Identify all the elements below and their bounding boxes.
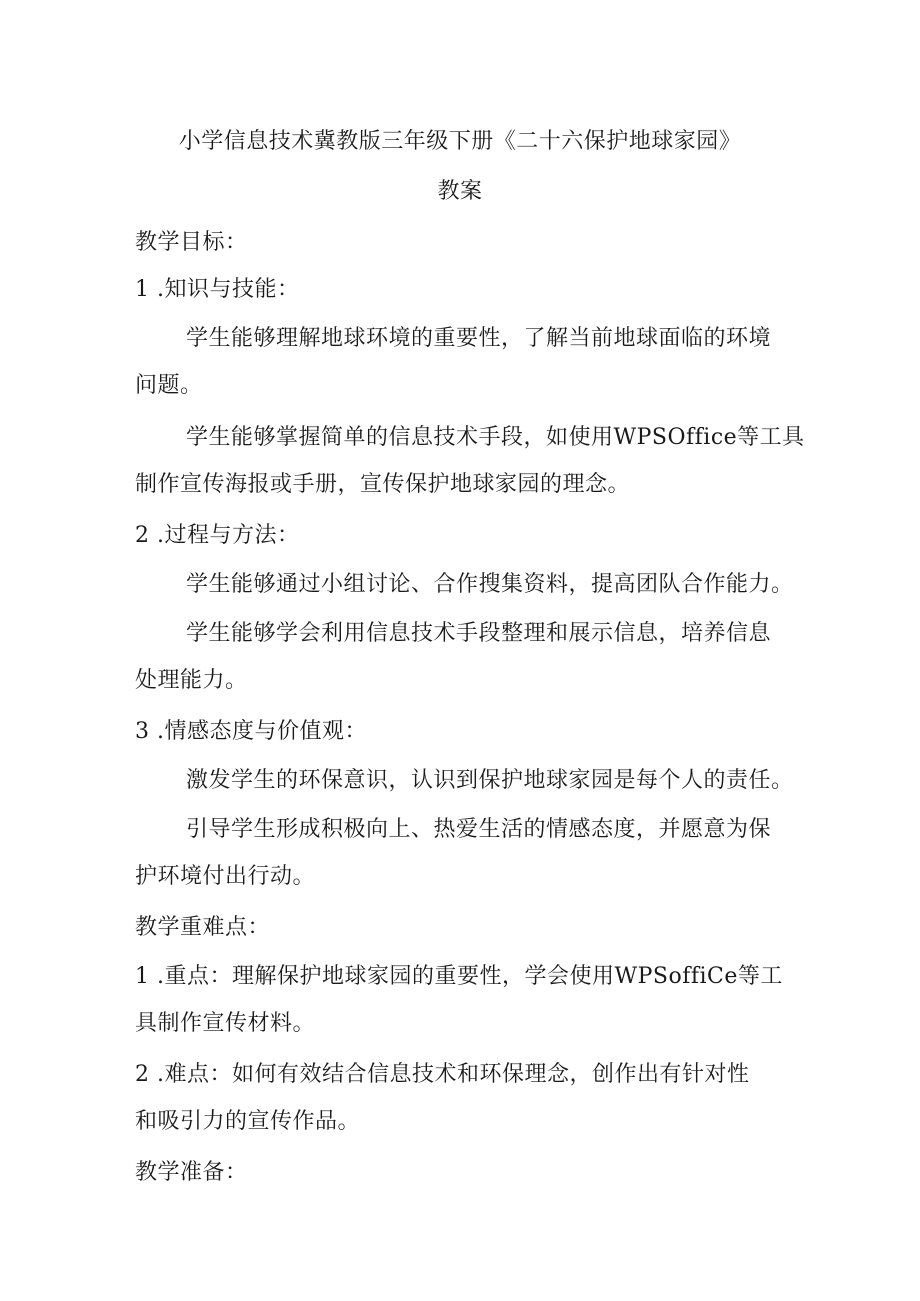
process-method-heading: 2 .过程与方法： [135, 523, 300, 548]
document-subtitle: 教案 [437, 179, 483, 204]
paragraph-line: 问题。 [135, 373, 203, 398]
paragraph-line: 处理能力。 [135, 668, 248, 693]
paragraph-line: 制作宣传海报或手册，宣传保护地球家园的理念。 [135, 472, 631, 497]
paragraph-line: 引导学生形成积极向上、热爱生活的情感态度，并愿意为保 [186, 817, 772, 842]
knowledge-skills-heading: 1 .知识与技能： [135, 277, 300, 302]
key-points-heading: 教学重难点： [135, 915, 271, 940]
paragraph-line: 学生能够学会利用信息技术手段整理和展示信息，培养信息 [186, 621, 772, 646]
paragraph-line: 学生能够理解地球环境的重要性，了解当前地球面临的环境 [186, 326, 772, 351]
document-title: 小学信息技术冀教版三年级下册《二十六保护地球家园》 [178, 129, 742, 154]
difficulty-line: 和吸引力的宣传作品。 [135, 1109, 361, 1134]
attitude-values-heading: 3 .情感态度与价值观： [135, 719, 367, 744]
difficulty-line: 2 .难点：如何有效结合信息技术和环保理念，创作出有针对性 [135, 1062, 750, 1087]
paragraph-line: 学生能够掌握简单的信息技术手段，如使用WPSOffice等工具 [186, 425, 805, 450]
paragraph-line: 学生能够通过小组讨论、合作搜集资料，提高团队合作能力。 [186, 572, 794, 597]
key-point-line: 具制作宣传材料。 [135, 1011, 316, 1036]
preparation-heading: 教学准备： [135, 1160, 248, 1185]
paragraph-line: 护环境付出行动。 [135, 864, 316, 889]
key-point-line: 1 .重点：理解保护地球家园的重要性，学会使用WPSoffiCe等工 [135, 964, 783, 989]
paragraph-line: 激发学生的环保意识，认识到保护地球家园是每个人的责任。 [186, 768, 794, 793]
objectives-heading: 教学目标： [135, 230, 248, 255]
